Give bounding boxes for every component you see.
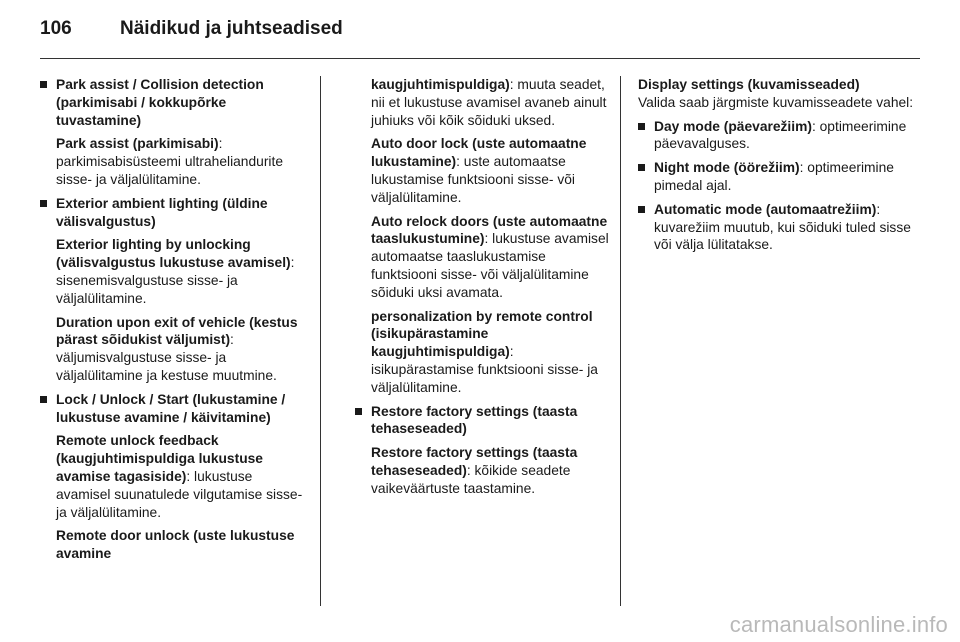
item-paragraph: kaugjuhtimispuldiga): muuta seadet, nii et lukustuse avamisel avaneb ainult juhiuks või kõik sõiduki uksed. xyxy=(371,77,607,128)
bullet-icon xyxy=(355,408,362,415)
item-paragraph: Night mode (öörežiim): optimeerimine pimedal ajal. xyxy=(654,160,894,193)
item-heading: Restore factory settings (taasta tehaseseaded) xyxy=(371,403,578,437)
item-heading: Exterior ambient lighting (üldine välisvalgustus) xyxy=(56,195,268,229)
header-rule xyxy=(40,58,920,59)
column-2 xyxy=(355,76,615,504)
section-intro: Valida saab järgmiste kuvamisseadete vahel: xyxy=(638,94,914,110)
item-paragraph: Auto door lock (uste automaatne lukustamine): uste automaatse lukustamise funktsiooni sisse- või väljalülitamine. xyxy=(371,136,587,205)
list-item xyxy=(40,76,308,189)
column-1 xyxy=(40,76,308,569)
list-item xyxy=(355,403,615,498)
section-heading: Display settings (kuvamisseaded) xyxy=(638,77,860,92)
item-heading: Park assist / Collision detection (parkimisabi / kokkupõrke tuvastamine) xyxy=(56,77,264,128)
column-divider xyxy=(620,76,621,606)
item-paragraph: Park assist (parkimisabi): parkimisabisüsteemi ultraheliandurite sisse- ja väljalülitamine. xyxy=(56,136,283,187)
item-paragraph: Auto relock doors (uste automaatne taaslukustumine): lukustuse avamisel automaatse taaslukustamise funktsiooni sisse- või väljalülitamine sõiduki uksi avamata. xyxy=(371,213,609,300)
bullet-icon xyxy=(40,81,47,88)
list-item xyxy=(40,391,308,563)
page-number: 106 xyxy=(40,18,72,39)
list-item xyxy=(40,195,308,385)
item-paragraph: Automatic mode (automaatrežiim): kuvarežiim muutub, kui sõiduki tuled sisse või välja lülitatakse. xyxy=(654,201,911,253)
bullet-icon xyxy=(638,206,645,213)
page-header xyxy=(40,18,343,48)
item-paragraph: Remote door unlock (uste lukustuse avamine xyxy=(56,528,295,562)
item-paragraph: Exterior lighting by unlocking (välisvalgustus lukustuse avamisel): sisenemisvalgustuse sisse- ja väljalülitamine. xyxy=(56,237,295,306)
item-paragraph: Remote unlock feedback (kaugjuhtimispuldiga lukustuse avamise tagasiside): lukustuse avamisel suunatulede vilgutamise sisse- ja väljalülitamine. xyxy=(56,433,303,520)
bullet-icon xyxy=(638,123,645,130)
page-title: Näidikud ja juhtseadised xyxy=(120,18,343,39)
column-divider xyxy=(320,76,321,606)
column-3 xyxy=(638,76,918,260)
item-paragraph: Restore factory settings (taasta tehaseseaded): kõikide seadete vaikeväärtuste taastamine. xyxy=(371,445,578,496)
list-item xyxy=(638,159,918,195)
item-paragraph: Day mode (päevarežiim): optimeerimine päevavalguses. xyxy=(654,118,907,152)
watermark: carmanualsonline.info xyxy=(729,612,948,637)
list-item xyxy=(638,118,918,154)
bullet-icon xyxy=(40,396,47,403)
bullet-icon xyxy=(40,200,47,207)
bullet-icon xyxy=(638,164,645,171)
list-item xyxy=(638,201,918,254)
item-paragraph: Duration upon exit of vehicle (kestus pärast sõidukist väljumist): väljumisvalgustuse sisse- ja väljalülitamine ja kestuse muutmine. xyxy=(56,314,298,383)
item-paragraph: personalization by remote control (isikupärastamine kaugjuhtimispuldiga): isikupärastamise funktsiooni sisse- ja väljalülitamine. xyxy=(371,308,598,395)
item-heading: Lock / Unlock / Start (lukustamine / lukustuse avamine / käivitamine) xyxy=(56,391,286,425)
